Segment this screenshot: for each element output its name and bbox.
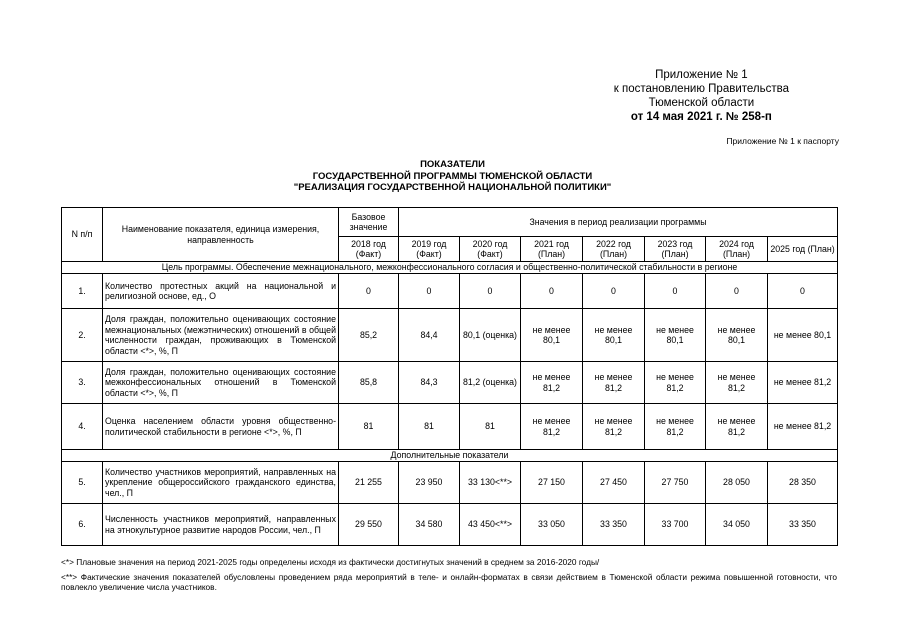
row-value: 81,2 (оценка) (460, 362, 521, 404)
row-value: не менее 81,2 (768, 362, 838, 404)
header-line-4: от 14 мая 2021 г. № 258-п (630, 111, 772, 123)
row-name: Численность участников мероприятий, направленных на этнокультурное развитие народов России, чел., П (103, 504, 339, 546)
row-num: 4. (62, 404, 103, 450)
row-value: 0 (339, 274, 399, 309)
table-row (62, 462, 838, 504)
row-value: 43 450<**> (460, 504, 521, 546)
row-value: 84,4 (399, 309, 460, 362)
year-header: 2025 год (План) (768, 237, 838, 262)
row-value: 28 350 (768, 462, 838, 504)
row-value: 0 (768, 274, 838, 309)
row-value: не менее 80,1 (768, 309, 838, 362)
year-header: 2019 год (Факт) (399, 237, 460, 262)
row-num: 1. (62, 274, 103, 309)
row-value: 81 (460, 404, 521, 450)
header-line-3: Тюменской области (648, 97, 755, 109)
footnote-1: <*> Плановые значения на период 2021-2025 годы определены исходя из фактически достигнутых значений в среднем за 2016-2020 годы/ (61, 557, 600, 567)
row-value: 23 950 (399, 462, 460, 504)
row-value: 27 150 (521, 462, 583, 504)
row-value: 0 (706, 274, 768, 309)
row-value: 27 450 (583, 462, 645, 504)
row-value: 33 130<**> (460, 462, 521, 504)
additional-indicators-row: Дополнительные показатели (62, 450, 838, 462)
year-header: 2022 год (План) (583, 237, 645, 262)
row-value: 21 255 (339, 462, 399, 504)
col-header-base: Базовое значение (339, 208, 399, 237)
row-value: 34 050 (706, 504, 768, 546)
title-line-1: ПОКАЗАТЕЛИ (420, 159, 485, 170)
row-value: 33 700 (645, 504, 706, 546)
year-header: 2024 год (План) (706, 237, 768, 262)
row-name: Доля граждан, положительно оценивающих состояние межконфессиональных отношений в Тюменской области <*>, %, П (103, 362, 339, 404)
row-value: 0 (399, 274, 460, 309)
row-value: не менее 80,1 (583, 309, 645, 362)
row-value: не менее 80,1 (645, 309, 706, 362)
row-num: 5. (62, 462, 103, 504)
year-header: 2023 год (План) (645, 237, 706, 262)
row-name: Количество протестных акций на национальной и религиозной основе, ед., О (103, 274, 339, 309)
table-row (62, 309, 838, 362)
document-title (0, 159, 905, 194)
row-value: не менее 81,2 (645, 362, 706, 404)
row-value: 33 350 (768, 504, 838, 546)
row-value: не менее 81,2 (583, 404, 645, 450)
row-num: 6. (62, 504, 103, 546)
row-value: 0 (521, 274, 583, 309)
footnotes (61, 557, 837, 597)
row-value: 81 (339, 404, 399, 450)
row-value: не менее 81,2 (706, 362, 768, 404)
row-value: 34 580 (399, 504, 460, 546)
row-value: 33 050 (521, 504, 583, 546)
title-line-2: ГОСУДАРСТВЕННОЙ ПРОГРАММЫ ТЮМЕНСКОЙ ОБЛАСТИ (312, 170, 593, 182)
row-num: 3. (62, 362, 103, 404)
header-line-2: к постановлению Правительства (613, 83, 789, 95)
subheader: Приложение № 1 к паспорту (726, 136, 839, 146)
table-row (62, 404, 838, 450)
row-value: 85,8 (339, 362, 399, 404)
table-row (62, 362, 838, 404)
row-value: не менее 80,1 (521, 309, 583, 362)
row-value: 81 (399, 404, 460, 450)
header-line-1: Приложение № 1 (655, 69, 748, 81)
row-value: 29 550 (339, 504, 399, 546)
row-value: 0 (460, 274, 521, 309)
indicators-table (61, 207, 838, 546)
row-value: не менее 81,2 (583, 362, 645, 404)
row-value: 85,2 (339, 309, 399, 362)
year-header: 2018 год (Факт) (339, 237, 399, 262)
year-header: 2020 год (Факт) (460, 237, 521, 262)
year-header: 2021 год (План) (521, 237, 583, 262)
goal-row: Цель программы. Обеспечение межнационального, межконфессионального согласия и общественно-политической стабильности в регионе (62, 262, 838, 274)
row-name: Оценка населением области уровня общественно-политической стабильности в регионе <*>, %, П (103, 404, 339, 450)
col-header-num: N п/п (62, 208, 103, 262)
row-value: 84,3 (399, 362, 460, 404)
row-value: не менее 81,2 (645, 404, 706, 450)
row-num: 2. (62, 309, 103, 362)
row-name: Количество участников мероприятий, направленных на укрепление общероссийского гражданского единства, чел., П (103, 462, 339, 504)
document-header (614, 68, 789, 124)
title-line-3: "РЕАЛИЗАЦИЯ ГОСУДАРСТВЕННОЙ НАЦИОНАЛЬНОЙ ПОЛИТИКИ" (293, 182, 612, 193)
row-name: Доля граждан, положительно оценивающих состояние межнациональных (межэтнических) отношений в общей численности граждан, проживающих в Тюменской области <*>, %, П (103, 309, 339, 362)
row-value: 0 (645, 274, 706, 309)
row-value: 27 750 (645, 462, 706, 504)
table-row (62, 274, 838, 309)
row-value: 33 350 (583, 504, 645, 546)
row-value: 0 (583, 274, 645, 309)
row-value: не менее 81,2 (521, 404, 583, 450)
col-header-name: Наименование показателя, единица измерения, направленность (103, 208, 339, 262)
row-value: не менее 80,1 (706, 309, 768, 362)
row-value: не менее 81,2 (706, 404, 768, 450)
row-value: 28 050 (706, 462, 768, 504)
footnote-2: <**> Фактические значения показателей обусловлены проведением ряда мероприятий в теле- и онлайн-форматах в связи действием в Тюменской области режима повышенной готовности, что повлекло увеличение числа участников. (61, 571, 837, 592)
row-value: не менее 81,2 (768, 404, 838, 450)
row-value: 80,1 (оценка) (460, 309, 521, 362)
row-value: не менее 81,2 (521, 362, 583, 404)
table-row (62, 504, 838, 546)
col-header-period: Значения в период реализации программы (399, 208, 838, 237)
